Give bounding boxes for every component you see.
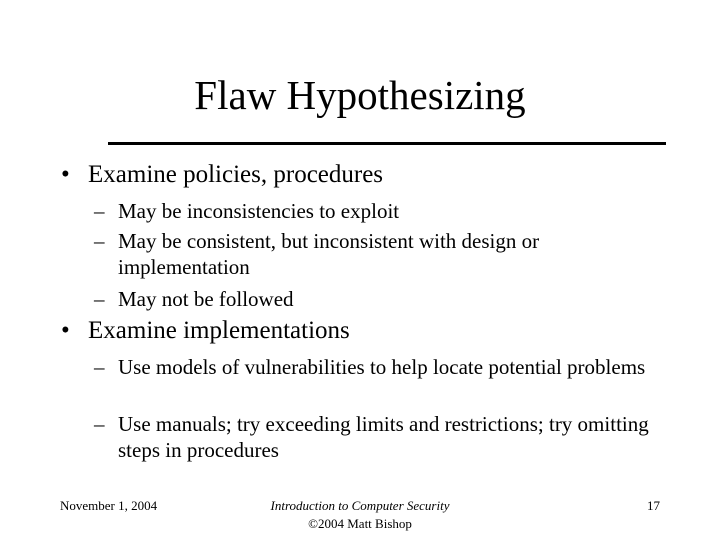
sub-bullet-text: May be consistent, but inconsistent with design or implementation	[118, 229, 540, 279]
dash-icon: –	[94, 412, 105, 436]
bullet-icon: •	[61, 317, 70, 344]
slide-title: Flaw Hypothesizing	[194, 72, 526, 118]
sub-bullet-text: May not be followed	[118, 287, 294, 311]
sub-bullet-text: May be inconsistencies to exploit	[118, 199, 400, 223]
sub-bullet-text: Use manuals; try exceeding limits and restrictions; try omitting steps in procedures	[118, 412, 649, 462]
dash-icon: –	[94, 287, 105, 311]
page-number: 17	[647, 498, 660, 513]
sub-bullet-item	[94, 286, 658, 312]
footer-course: Introduction to Computer Security	[270, 498, 450, 513]
sub-bullet-item	[94, 228, 658, 280]
bullet-item	[61, 160, 384, 190]
bullet-text: Examine implementations	[88, 317, 350, 344]
title-divider	[108, 142, 666, 145]
sub-bullet-text: Use models of vulnerabilities to help locate potential problems	[118, 355, 646, 379]
bullet-text: Examine policies, procedures	[88, 161, 384, 188]
sub-bullet-item	[94, 411, 658, 463]
sub-bullet-item	[94, 354, 658, 380]
dash-icon: –	[94, 229, 105, 253]
bullet-item	[61, 316, 350, 346]
dash-icon: –	[94, 355, 105, 379]
dash-icon: –	[94, 199, 105, 223]
bullet-icon: •	[61, 161, 70, 188]
footer-date: November 1, 2004	[60, 498, 158, 513]
sub-bullet-item	[94, 198, 658, 224]
footer-copyright: ©2004 Matt Bishop	[308, 516, 412, 531]
